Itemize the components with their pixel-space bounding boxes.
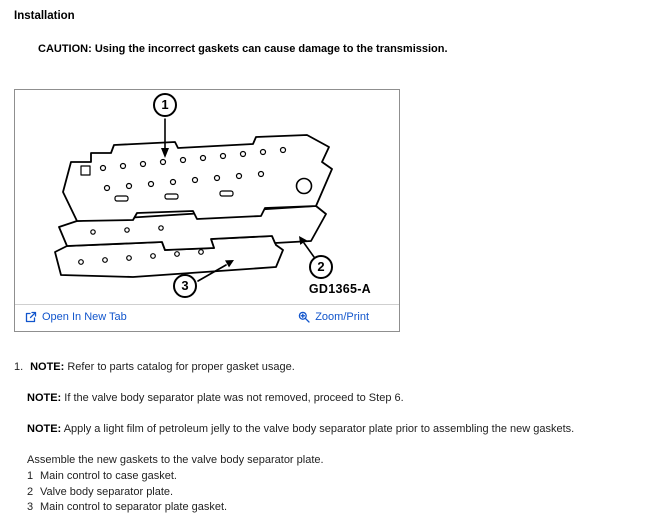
figure-panel (14, 89, 400, 332)
note-text: If the valve body separator plate was not removed, proceed to Step 6. (64, 392, 404, 404)
legend-item-1 (27, 469, 650, 485)
callout-1: 1 (153, 93, 177, 117)
notes-section (14, 360, 650, 436)
new-tab-icon (25, 311, 37, 323)
note-prefix: NOTE: (27, 392, 62, 404)
gasket-diagram (15, 90, 399, 304)
figure-link-bar (15, 304, 399, 331)
note-line-3 (27, 422, 650, 436)
note-line-1 (14, 360, 650, 374)
page-title: Installation (14, 10, 75, 22)
callout-2: 2 (309, 255, 333, 279)
callout-3: 3 (173, 274, 197, 298)
legend-text: Valve body separator plate. (40, 485, 174, 498)
caution-text: CAUTION: Using the incorrect gaskets can cause damage to the transmission. (38, 43, 448, 55)
figure-code: GD1365-A (308, 282, 371, 296)
assembly-section (27, 453, 650, 516)
legend-text: Main control to case gasket. (40, 470, 177, 482)
note-prefix: NOTE: (27, 423, 62, 435)
note-text: Refer to parts catalog for proper gasket usage. (67, 361, 295, 373)
note-text: Apply a light film of petroleum jelly to the valve body separator plate prior to assembling the new gaskets. (63, 423, 575, 435)
note-line-2 (27, 391, 650, 405)
legend-item-3 (27, 500, 650, 516)
legend-number: 1 (27, 470, 34, 482)
legend-number: 2 (27, 485, 34, 498)
note-prefix: NOTE: (30, 361, 65, 373)
open-in-new-tab-link[interactable] (25, 311, 127, 323)
open-in-new-tab-label: Open In New Tab (42, 311, 127, 323)
magnifier-icon (298, 311, 310, 323)
assembly-intro: Assemble the new gaskets to the valve body separator plate. (27, 454, 324, 466)
legend-text: Main control to separator plate gasket. (40, 501, 228, 513)
zoom-print-label: Zoom/Print (315, 311, 369, 323)
step-number: 1. (14, 361, 24, 373)
gasket-diagram-drawing (15, 90, 399, 304)
legend-number: 3 (27, 501, 34, 513)
zoom-print-link[interactable] (298, 311, 369, 323)
legend-item-2 (27, 485, 650, 501)
